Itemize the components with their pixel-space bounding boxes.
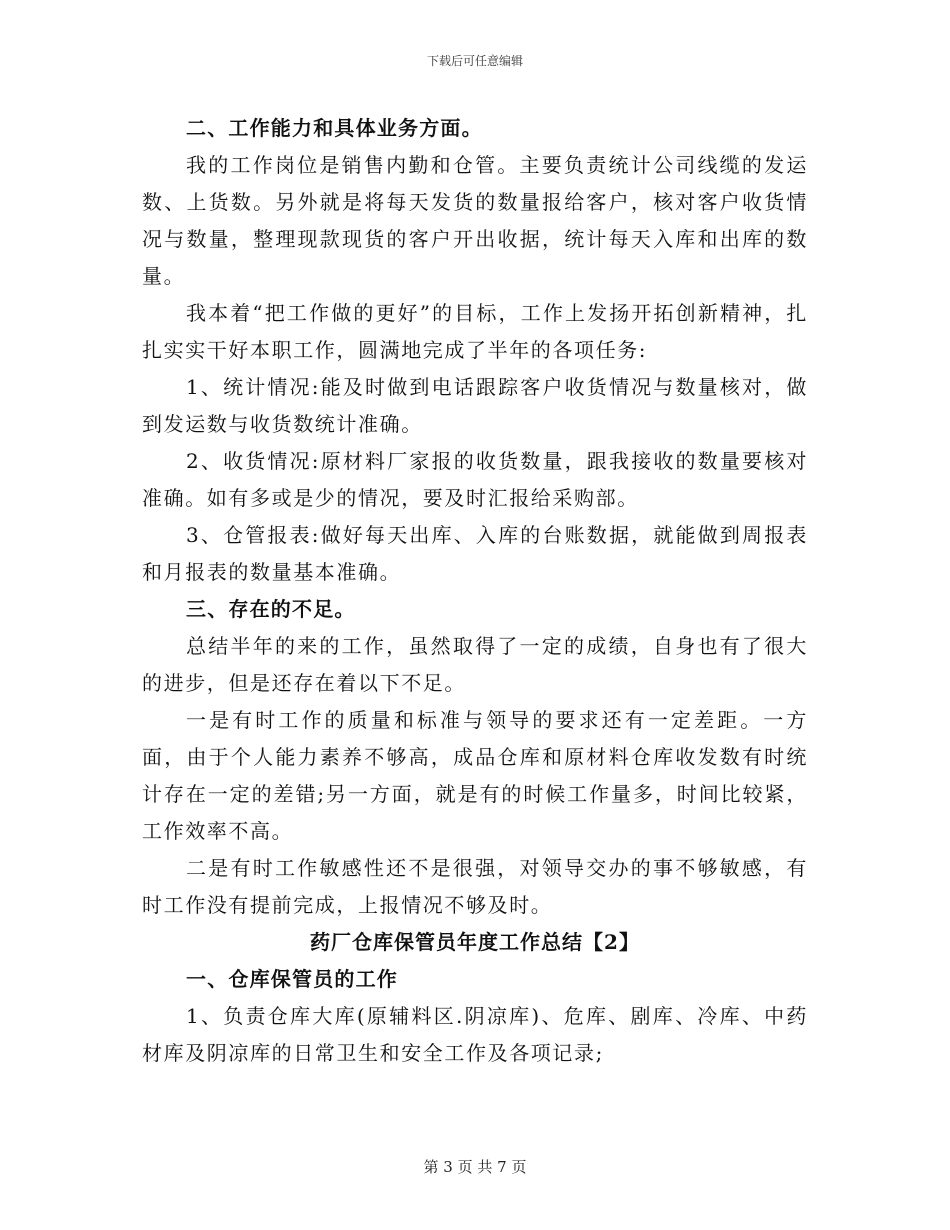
section-heading-warehouse: 一、仓库保管员的工作 [186, 967, 398, 991]
list-item-receiving: 2、收货情况:原材料厂家报的收货数量，跟我接收的数量要核对准确。如有多或是少的情况，要及时汇报给采购部。 [142, 449, 808, 510]
document-title-2: 药厂仓库保管员年度工作总结【2】 [310, 930, 640, 954]
page-header: 下载后可任意编辑 [426, 54, 523, 68]
page-footer: 第 3 页 共 7 页 [423, 1158, 527, 1176]
paragraph-job-role: 我的工作岗位是销售内勤和仓管。主要负责统计公司线缆的发运数、上货数。另外就是将每天发货的数量报给客户，核对客户收货情况与数量，整理现款现货的客户开出收据，统计每天入库和出库的数量。 [142, 153, 808, 288]
list-item-warehouse-duty-1: 1、负责仓库大库(原辅料区.阴凉库)、危库、剧库、冷库、中药材库及阴凉库的日常卫生和安全工作及各项记录; [142, 1004, 808, 1065]
list-item-statistics: 1、统计情况:能及时做到电话跟踪客户收货情况与数量核对，做到发运数与收货数统计准确。 [142, 375, 808, 436]
paragraph-shortcoming-1: 一是有时工作的质量和标准与领导的要求还有一定差距。一方面，由于个人能力素养不够高，成品仓库和原材料仓库收发数有时统计存在一定的差错;另一方面，就是有的时候工作量多，时间比较紧，工作效率不高。 [142, 708, 808, 843]
section-heading-2: 二、工作能力和具体业务方面。 [186, 116, 483, 140]
document-body [142, 110, 808, 1072]
paragraph-shortcoming-2: 二是有时工作敏感性还不是很强，对领导交办的事不够敏感，有时工作没有提前完成，上报情况不够及时。 [142, 856, 808, 917]
paragraph-summary: 总结半年的来的工作，虽然取得了一定的成绩，自身也有了很大的进步，但是还存在着以下不足。 [142, 634, 808, 695]
list-item-reports: 3、仓管报表:做好每天出库、入库的台账数据，就能做到周报表和月报表的数量基本准确。 [142, 523, 808, 584]
section-heading-3: 三、存在的不足。 [186, 597, 356, 621]
paragraph-goal: 我本着“把工作做的更好”的目标，工作上发扬开拓创新精神，扎扎实实干好本职工作，圆满地完成了半年的各项任务: [142, 301, 808, 362]
